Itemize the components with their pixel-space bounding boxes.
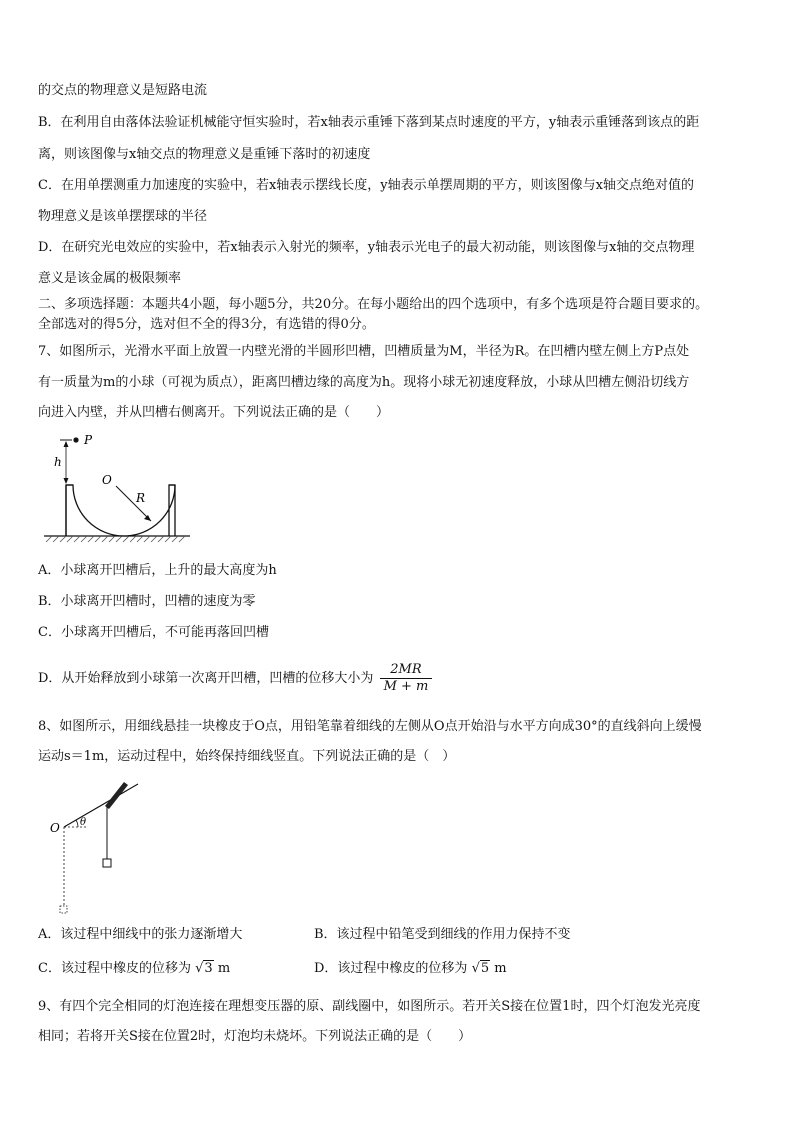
- question-8-figure: [44, 776, 154, 916]
- question-7-option-a: A．小球离开凹槽后，上升的最大高度为h: [38, 563, 277, 578]
- sqrt-5: √5: [471, 961, 490, 976]
- option-b-line1: B．在利用自由落体法验证机械能守恒实验时，若x轴表示重锤下落到某点时速度的平方，y轴表示重锤落到该点的距: [38, 115, 700, 130]
- question-8-stem-line2: 运动s＝1m，运动过程中，始终保持细线竖直。下列说法正确的是（ ）: [38, 749, 456, 764]
- question-7-option-b: B．小球离开凹槽时，凹槽的速度为零: [38, 594, 256, 609]
- label-h: h: [54, 455, 62, 469]
- unit-m: m: [217, 961, 231, 976]
- option-d-line2: 意义是该金属的极限频率: [38, 271, 182, 286]
- label-R: R: [136, 491, 146, 505]
- sqrt-3: √3: [195, 961, 213, 976]
- question-7-stem-line1: 7、如图所示，光滑水平面上放置一内壁光滑的半圆形凹槽，凹槽质量为M，半径为R。在凹槽内壁左侧上方P点处: [38, 344, 690, 359]
- label-O: O: [102, 473, 112, 487]
- question-7-figure: [40, 432, 200, 552]
- option-d-text: D．从开始释放到小球第一次离开凹槽，凹槽的位移大小为: [38, 671, 374, 686]
- question-8-stem-line1: 8、如图所示，用细线悬挂一块橡皮于O点，用铅笔靠着细线的左侧从O点开始沿与水平方向成30°的直线斜向上缓慢: [38, 719, 702, 734]
- section-heading-multiple-choice: 二、多项选择题：本题共4小题，每小题5分，共20分。在每小题给出的四个选项中，有多个选项是符合题目要求的。: [38, 297, 709, 312]
- option-a-continuation: 的交点的物理意义是短路电流: [38, 83, 208, 98]
- displacement-fraction: [380, 662, 433, 695]
- option-c-line2: 物理意义是该单摆摆球的半径: [38, 209, 208, 224]
- question-8-option-a: A．该过程中细线中的张力逐渐增大: [38, 927, 243, 942]
- label-P: P: [84, 433, 93, 447]
- question-9-stem-line2: 相同；若将开关S接在位置2时，灯泡均未烧坏。下列说法正确的是（ ）: [38, 1029, 472, 1044]
- option-c-line1: C．在用单摆测重力加速度的实验中，若x轴表示摆线长度，y轴表示单摆周期的平方，则该图像与x轴交点绝对值的: [38, 178, 694, 193]
- option-c-text: C．该过程中橡皮的位移为: [38, 961, 191, 976]
- fraction-denominator: M + m: [383, 679, 429, 694]
- section-scoring-rule: 全部选对的得5分，选对但不全的得3分，有选错的得0分。: [38, 317, 375, 332]
- question-7-stem-line2: 有一质量为m的小球（可视为质点），距离凹槽边缘的高度为h。现将小球无初速度释放，小球从凹槽左侧沿切线方: [38, 375, 690, 390]
- option-d-line1: D．在研究光电效应的实验中，若x轴表示入射光的频率，y轴表示光电子的最大初动能，则该图像与x轴的交点物理: [38, 240, 695, 255]
- question-9-stem-line1: 9、有四个完全相同的灯泡连接在理想变压器的原、副线圈中，如图所示。若开关S接在位置1时，四个灯泡发光亮度: [38, 999, 701, 1014]
- option-d-text: D．该过程中橡皮的位移为: [314, 961, 468, 976]
- question-8-option-b: B．该过程中铅笔受到细线的作用力保持不变: [314, 927, 571, 942]
- label-O: O: [50, 821, 60, 835]
- question-7-stem-line3: 向进入内壁，并从凹槽右侧离开。下列说法正确的是（ ）: [38, 405, 390, 420]
- option-b-line2: 离，则该图像与x轴交点的物理意义是重锤下落时的初速度: [38, 147, 371, 162]
- question-7-option-d: [38, 660, 758, 698]
- question-8-option-c: [38, 960, 308, 978]
- unit-m: m: [494, 961, 507, 976]
- label-theta: θ: [80, 817, 87, 828]
- question-7-option-c: C．小球离开凹槽后，不可能再落回凹槽: [38, 625, 269, 640]
- fraction-numerator: 2MR: [380, 662, 433, 679]
- question-8-option-d: [314, 960, 754, 978]
